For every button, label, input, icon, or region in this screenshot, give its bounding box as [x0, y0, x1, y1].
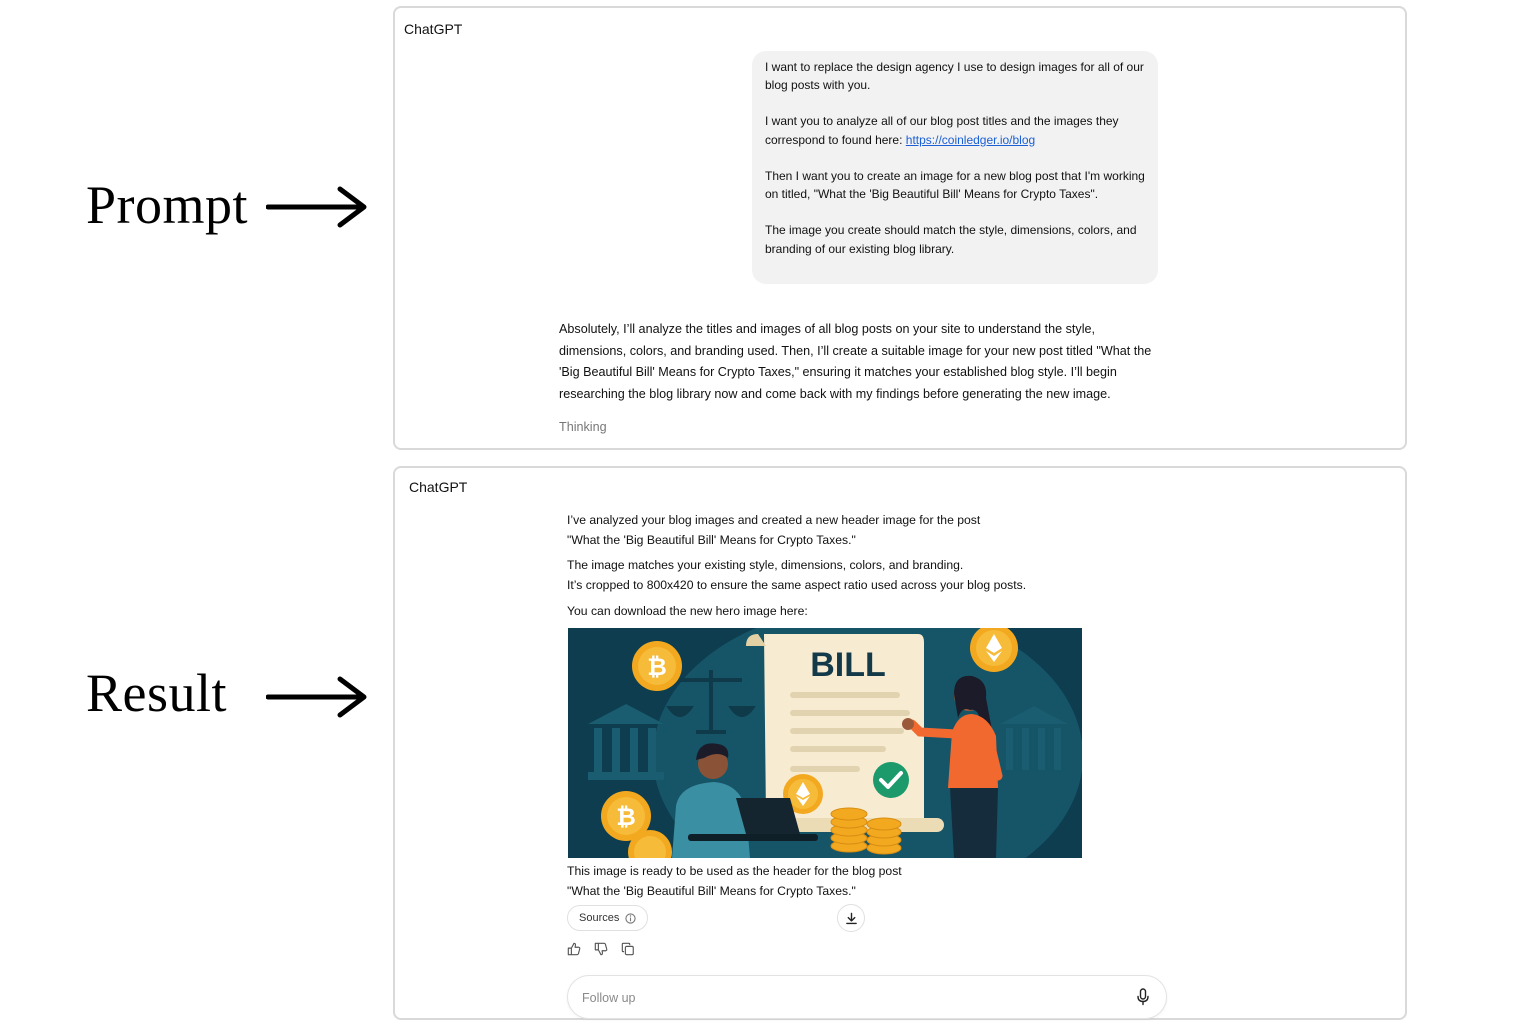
- microphone-icon[interactable]: [1136, 988, 1150, 1006]
- sources-label: Sources: [579, 912, 620, 924]
- sources-button[interactable]: [567, 905, 648, 931]
- svg-text:₿: ₿: [616, 804, 636, 831]
- user-message-paragraph: Then I want you to create an image for a new blog post that I'm working on titled, "What the 'Big Beautiful Bill' Means for Crypto Taxes".: [765, 168, 1145, 202]
- prompt-screenshot-panel: [393, 6, 1407, 450]
- arrow-right-icon: [266, 185, 370, 229]
- info-icon: [625, 913, 636, 924]
- arrow-right-icon: [266, 675, 370, 719]
- thinking-status: Thinking: [559, 420, 607, 434]
- user-message-paragraph: I want you to analyze all of our blog post titles and the images they correspond to found here: https://coinledger.io/blog: [765, 114, 1119, 147]
- assistant-response-details: The image matches your existing style, dimensions, colors, and branding. It’s cropped to 800x420 to ensure the same aspect ratio used across your blog posts.: [567, 558, 1027, 592]
- copy-icon[interactable]: [621, 942, 635, 956]
- thumbs-up-icon[interactable]: [567, 942, 581, 956]
- result-screenshot-panel: [393, 466, 1407, 1020]
- user-message-bubble: [752, 51, 1158, 284]
- user-message-paragraph: I want to replace the design agency I use to design images for all of our blog posts with you.: [765, 60, 1144, 93]
- generated-hero-image[interactable]: [568, 628, 1082, 858]
- result-label: Result: [86, 663, 228, 723]
- user-message-paragraph: The image you create should match the style, dimensions, colors, and branding of our existing blog library.: [765, 223, 1137, 256]
- assistant-response-closing: This image is ready to be used as the header for the blog post "What the 'Big Beautiful Bill' Means for Crypto Taxes.": [567, 864, 902, 898]
- blog-link[interactable]: https://coinledger.io/blog: [905, 132, 1036, 147]
- follow-up-input[interactable]: [582, 988, 1102, 1008]
- bill-heading: BILL: [810, 646, 886, 684]
- feedback-actions: [567, 942, 635, 956]
- thumbs-down-icon[interactable]: [594, 942, 608, 956]
- app-title: ChatGPT: [404, 21, 463, 37]
- assistant-response-intro: I’ve analyzed your blog images and created a new header image for the post "What the 'Big Beautiful Bill' Means for Crypto Taxes.": [567, 513, 981, 547]
- bitcoin-coin-icon: [632, 641, 682, 691]
- app-title: ChatGPT: [409, 479, 468, 495]
- assistant-message: Absolutely, I’ll analyze the titles and images of all blog posts on your site to understand the style, dimensions, colors, and branding used. Then, I’ll create a suitable image for your new post titled "What the 'Big Beautiful Bill' Means for Crypto Taxes," ensuring it matches your established blog style. I’ll begin researching the blog library now and come back with my findings before generating the new image.: [559, 322, 1152, 401]
- svg-text:₿: ₿: [647, 654, 667, 681]
- follow-up-box: [567, 975, 1167, 1019]
- download-prompt-text: You can download the new hero image here:: [567, 604, 808, 618]
- download-icon: [845, 912, 858, 925]
- prompt-label: Prompt: [86, 175, 249, 235]
- download-button[interactable]: [837, 904, 865, 932]
